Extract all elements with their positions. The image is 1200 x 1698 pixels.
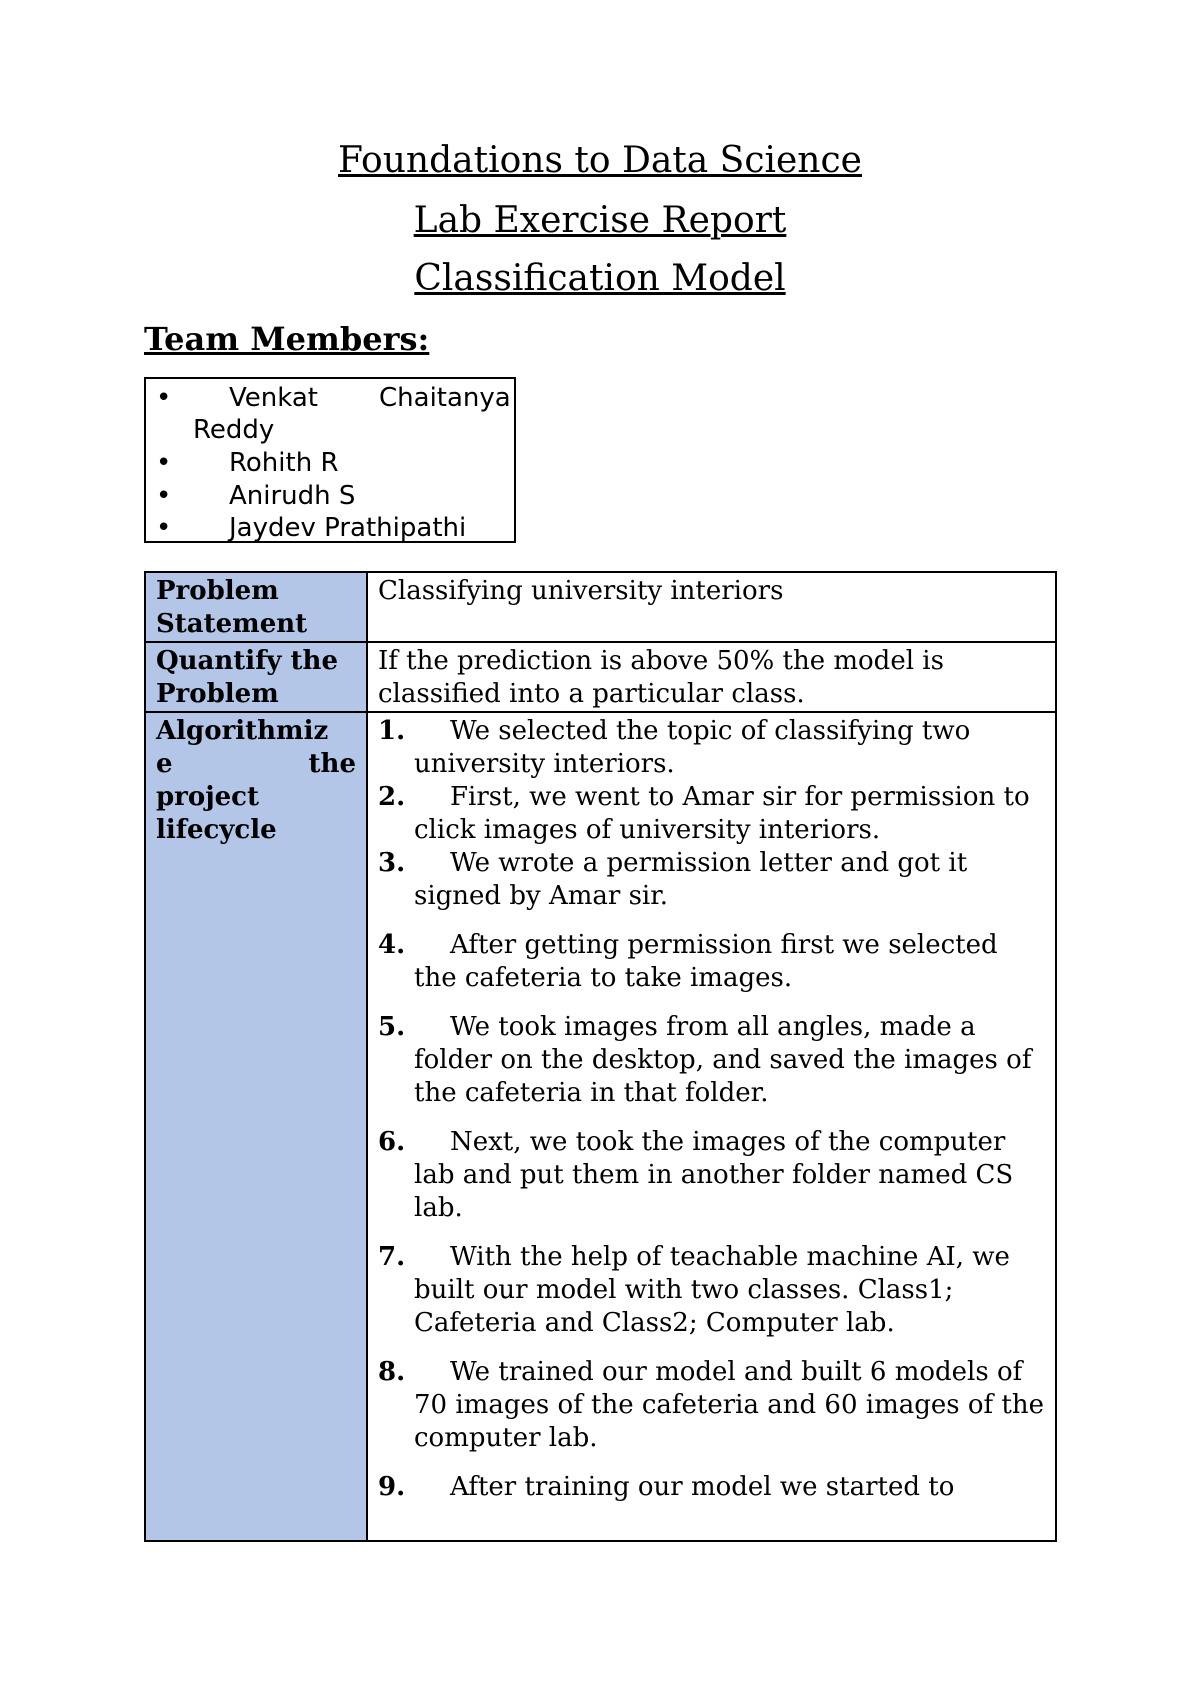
- report-table: [144, 571, 1057, 1542]
- step-text: We wrote a permission letter and got it signed by Amar sir.: [414, 848, 968, 911]
- bullet-icon: •: [156, 481, 172, 511]
- list-item: [378, 929, 1045, 995]
- member-name: Jaydev Prathipathi: [229, 513, 467, 543]
- step-number: 3.: [378, 848, 406, 878]
- list-item: [378, 715, 1045, 781]
- row-header-word: the: [308, 749, 356, 779]
- step-text: We took images from all angles, made a folder on the desktop, and saved the images of the cafeteria in that folder.: [414, 1012, 1032, 1108]
- row-header-text: Statement: [156, 609, 308, 639]
- row-content: If the prediction is above 50% the model is classified into a particular class.: [367, 642, 1056, 712]
- list-item: [378, 1356, 1045, 1455]
- doc-topic: Classification Model: [414, 258, 786, 299]
- step-text: Next, we took the images of the computer lab and put them in another folder named CS lab.: [414, 1127, 1014, 1223]
- row-header-word: e: [156, 749, 173, 779]
- steps-list: [378, 715, 1045, 1504]
- step-number: 4.: [378, 930, 406, 960]
- doc-subtitle: Lab Exercise Report: [413, 200, 787, 241]
- step-text: With the help of teachable machine AI, we built our model with two classes. Class1; Cafeteria and Class2; Computer lab.: [414, 1242, 1010, 1338]
- member-name: Venkat: [229, 383, 318, 413]
- row-header: [145, 572, 367, 642]
- step-number: 6.: [378, 1127, 406, 1157]
- list-item: [378, 1241, 1045, 1340]
- step-text: We selected the topic of classifying two university interiors.: [414, 716, 971, 779]
- row-header-text: [156, 748, 356, 781]
- step-number: 7.: [378, 1242, 406, 1272]
- row-content: Classifying university interiors: [367, 572, 1056, 642]
- list-item: [378, 1126, 1045, 1225]
- table-row: [145, 642, 1056, 712]
- row-header-text: Problem: [156, 576, 279, 606]
- row-header: [145, 712, 367, 1541]
- table-row: [145, 712, 1056, 1541]
- member-name: Chaitanya: [379, 383, 511, 413]
- bullet-icon: •: [156, 448, 172, 478]
- team-members-box: [144, 377, 516, 543]
- team-members-heading: Team Members:: [144, 320, 430, 358]
- row-header: [145, 642, 367, 712]
- step-text: First, we went to Amar sir for permission to click images of university interiors.: [414, 782, 1030, 845]
- member-name: Anirudh S: [229, 481, 356, 511]
- step-text: After training our model we started to: [450, 1472, 955, 1502]
- list-item: [378, 781, 1045, 847]
- row-header-text: Quantify the: [156, 646, 338, 676]
- member-name: Reddy: [193, 415, 275, 445]
- step-number: 8.: [378, 1357, 406, 1387]
- member-name: Rohith R: [229, 448, 339, 478]
- row-header-text: project: [156, 782, 260, 812]
- list-item: [378, 1471, 1045, 1504]
- table-row: [145, 572, 1056, 642]
- step-number: 1.: [378, 716, 406, 746]
- step-text: After getting permission first we selected the cafeteria to take images.: [414, 930, 998, 993]
- row-header-text: lifecycle: [156, 815, 277, 845]
- list-item: [378, 847, 1045, 913]
- step-number: 2.: [378, 782, 406, 812]
- doc-title: Foundations to Data Science: [338, 140, 862, 181]
- row-header-text: Algorithmiz: [156, 716, 329, 746]
- step-number: 5.: [378, 1012, 406, 1042]
- bullet-icon: •: [156, 383, 172, 413]
- list-item: [378, 1011, 1045, 1110]
- row-header-text: Problem: [156, 679, 279, 709]
- step-number: 9.: [378, 1472, 406, 1502]
- bullet-icon: •: [156, 513, 172, 543]
- step-text: We trained our model and built 6 models of 70 images of the cafeteria and 60 images of the computer lab.: [414, 1357, 1044, 1453]
- row-content: [367, 712, 1056, 1541]
